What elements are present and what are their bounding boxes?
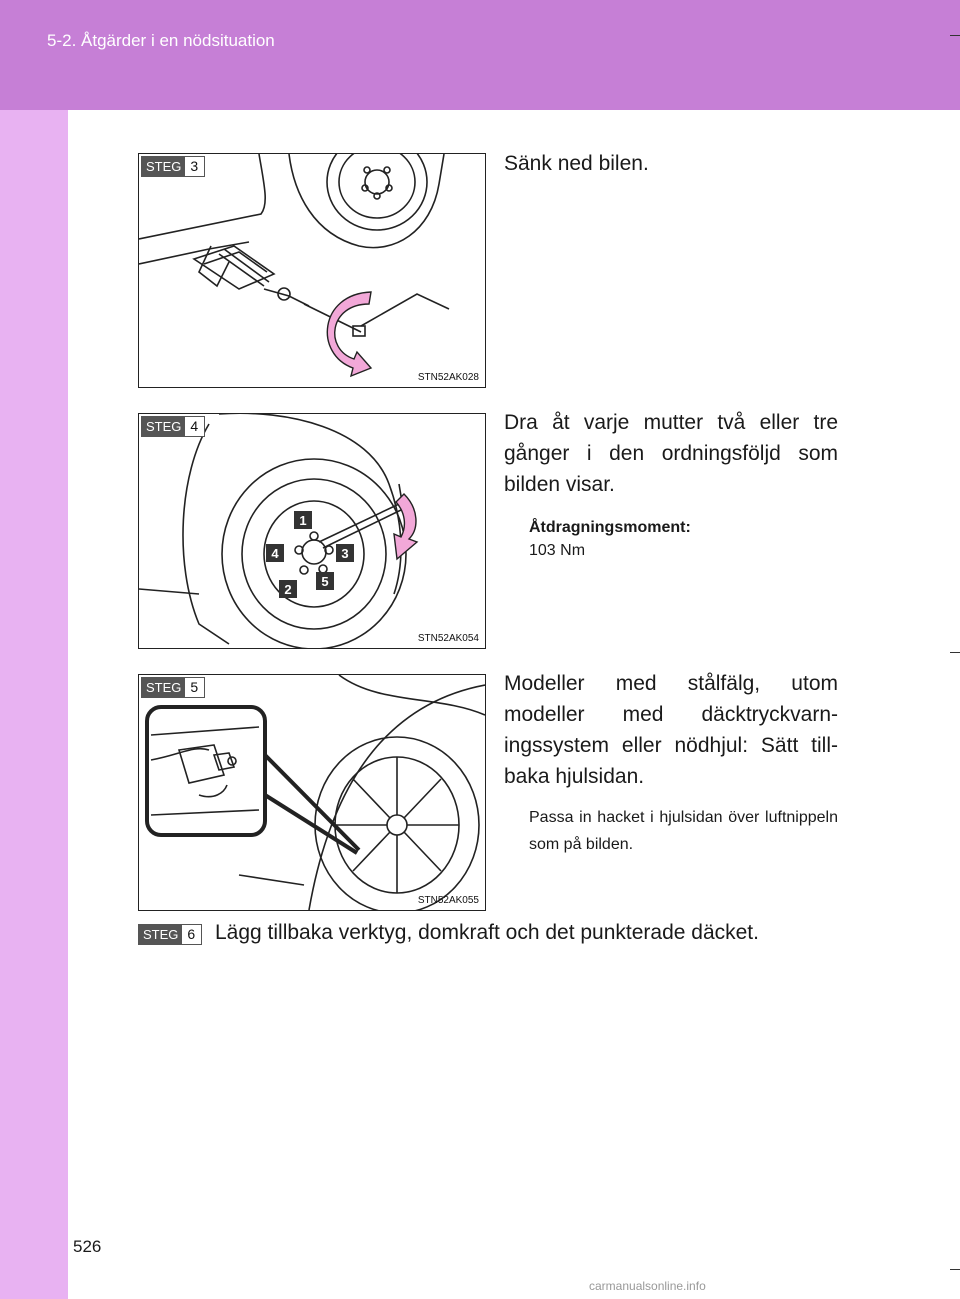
figure-step-3 xyxy=(138,153,486,388)
header-band xyxy=(0,0,960,110)
torque-value: 103 Nm xyxy=(529,542,586,559)
step-number: 4 xyxy=(190,418,199,434)
step-badge xyxy=(138,924,202,945)
step-label: STEG xyxy=(142,417,185,436)
figure-code: STN52AK055 xyxy=(417,895,479,906)
figure-code: STN52AK028 xyxy=(417,372,479,383)
lug-nut-order-illustration xyxy=(139,414,485,648)
step-5-text: Modeller med stålfälg, utom modeller med däcktryckvarningssystem eller nödhjul: Sätt tillbaka hjulsidan. xyxy=(504,672,838,788)
step-label: STEG xyxy=(139,925,182,944)
page-number: 526 xyxy=(73,1237,102,1256)
step-label: STEG xyxy=(142,678,185,697)
figure-code: STN52AK054 xyxy=(417,633,479,644)
step-number: 6 xyxy=(187,926,196,942)
step-badge xyxy=(141,677,205,698)
nut-order-label-2: 2 xyxy=(284,582,292,597)
nut-order-label-3: 3 xyxy=(341,546,349,561)
edge-tick xyxy=(950,652,960,653)
figure-step-4 xyxy=(138,413,486,649)
step-6-text: Lägg tillbaka verktyg, domkraft och det punkterade däcket. xyxy=(215,921,759,944)
side-band xyxy=(0,110,68,1299)
nut-order-label-4: 4 xyxy=(271,546,279,561)
nut-order-label-5: 5 xyxy=(321,574,329,589)
step-number: 5 xyxy=(190,679,199,695)
step-badge xyxy=(141,156,205,177)
lowering-jack-illustration xyxy=(139,154,485,387)
watermark: carmanualsonline.info xyxy=(589,1279,706,1293)
step-3-text: Sänk ned bilen. xyxy=(504,152,649,175)
wheel-cover-illustration xyxy=(139,675,485,910)
edge-tick xyxy=(950,1269,960,1270)
torque-label: Åtdragningsmoment: xyxy=(529,519,691,536)
edge-tick xyxy=(950,35,960,36)
figure-step-5 xyxy=(138,674,486,911)
nut-order-label-1: 1 xyxy=(299,513,307,528)
step-number: 3 xyxy=(190,158,199,174)
step-badge xyxy=(141,416,205,437)
step-5-note: Passa in hacket i hjulsidan över luftnippeln som på bilden. xyxy=(529,809,838,853)
step-4-text: Dra åt varje mutter två eller tre gånger i den ordningsföljd som bilden visar. xyxy=(504,411,838,496)
section-title: 5-2. Åtgärder i en nödsituation xyxy=(47,31,275,50)
step-label: STEG xyxy=(142,157,185,176)
